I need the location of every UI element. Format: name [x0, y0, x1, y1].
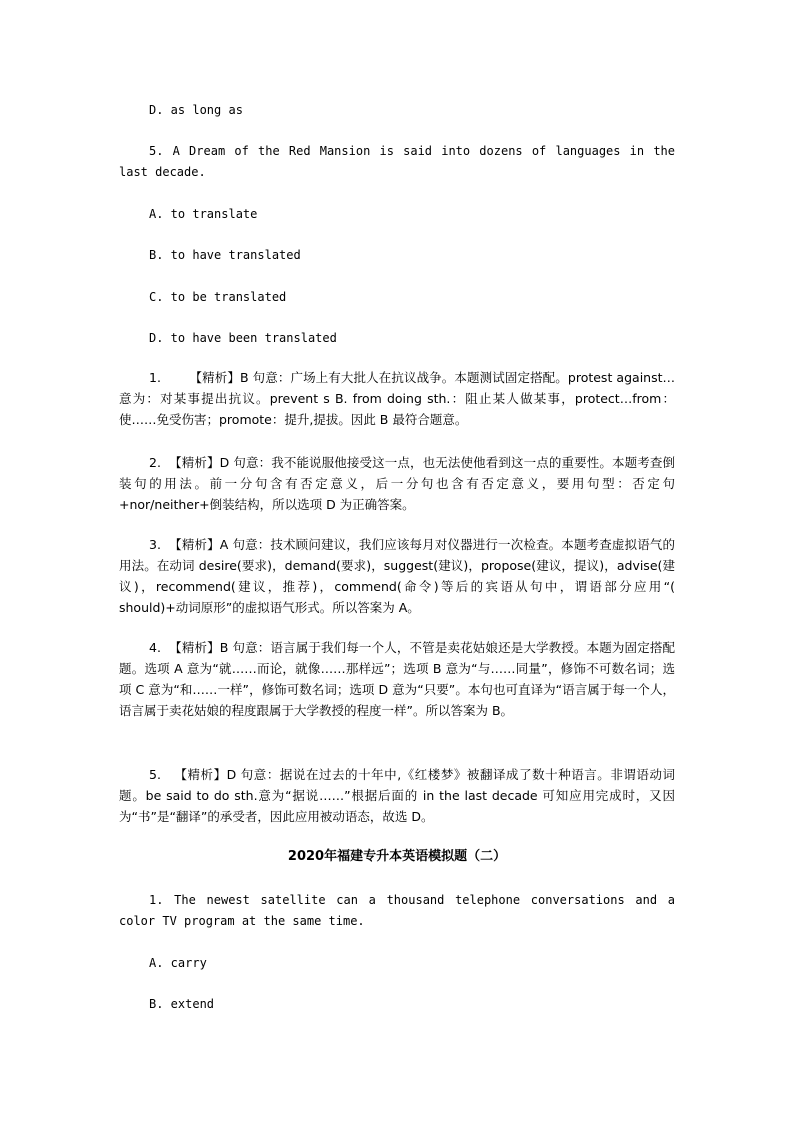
q5-option-c: C. to be translated: [149, 290, 287, 304]
q4-option-d: D. as long as: [149, 103, 243, 117]
new-q1-stem: 1. The newest satellite can a thousand telephone conversations and a color TV program at the same time.: [119, 893, 675, 928]
analysis-1: 1. 【精析】B 句意：广场上有大批人在抗议战争。本题测试固定搭配。protest against…意为：对某事提出抗议。prevent s B. from doing sth.：阻止某人做某事，protect…from：使……免受伤害；promote：提升,提拔。因此 B 最符合题意。: [119, 370, 675, 427]
analysis-2: 2. 【精析】D 句意：我不能说服他接受这一点，也无法使他看到这一点的重要性。本题考查倒装句的用法。前一分句含有否定意义，后一分句也含有否定意义，要用句型：否定句+nor/neither+倒装结构，所以选项 D 为正确答案。: [119, 455, 675, 512]
analysis-5: 5. 【精析】D 句意：据说在过去的十年中,《红楼梦》被翻译成了数十种语言。非谓语动词题。be said to do sth.意为“据说……”根据后面的 in the last decade 可知应用完成时，又因为“书”是“翻译”的承受者，因此应用被动语态，故选 D。: [119, 767, 675, 824]
analysis-4: 4. 【精析】B 句意：语言属于我们每一个人，不管是卖花姑娘还是大学教授。本题为固定搭配题。选项 A 意为“就……而论，就像……那样远”；选项 B 意为“与……同量”，修饰不可数名词；选项 C 意为“和……一样”，修饰可数名词；选项 D 意为“只要”。本句也可直译为“语言属于每一个人，语言属于卖花姑娘的程度跟属于大学教授的程度一样”。所以答案为 B。: [119, 640, 675, 718]
section-title: 2020年福建专升本英语模拟题（二）: [287, 849, 507, 864]
q5-stem: 5. A Dream of the Red Mansion is said into dozens of languages in the last decade.: [119, 144, 675, 179]
q5-option-a: A. to translate: [149, 207, 258, 221]
q5-option-b: B. to have translated: [149, 248, 301, 262]
new-q1-option-b: B. extend: [149, 997, 215, 1011]
analysis-3: 3. 【精析】A 句意：技术顾问建议，我们应该每月对仪器进行一次检查。本题考查虚拟语气的用法。在动词 desire(要求)，demand(要求)，suggest(建议)，propose(建议，提议)，advise(建议)，recommend(建议，推荐)，commend(命令)等后的宾语从句中，谓语部分应用“( should)+动词原形”的虚拟语气形式。所以答案为 A。: [119, 537, 675, 615]
q5-option-d: D. to have been translated: [149, 331, 337, 345]
new-q1-option-a: A. carry: [149, 956, 207, 970]
